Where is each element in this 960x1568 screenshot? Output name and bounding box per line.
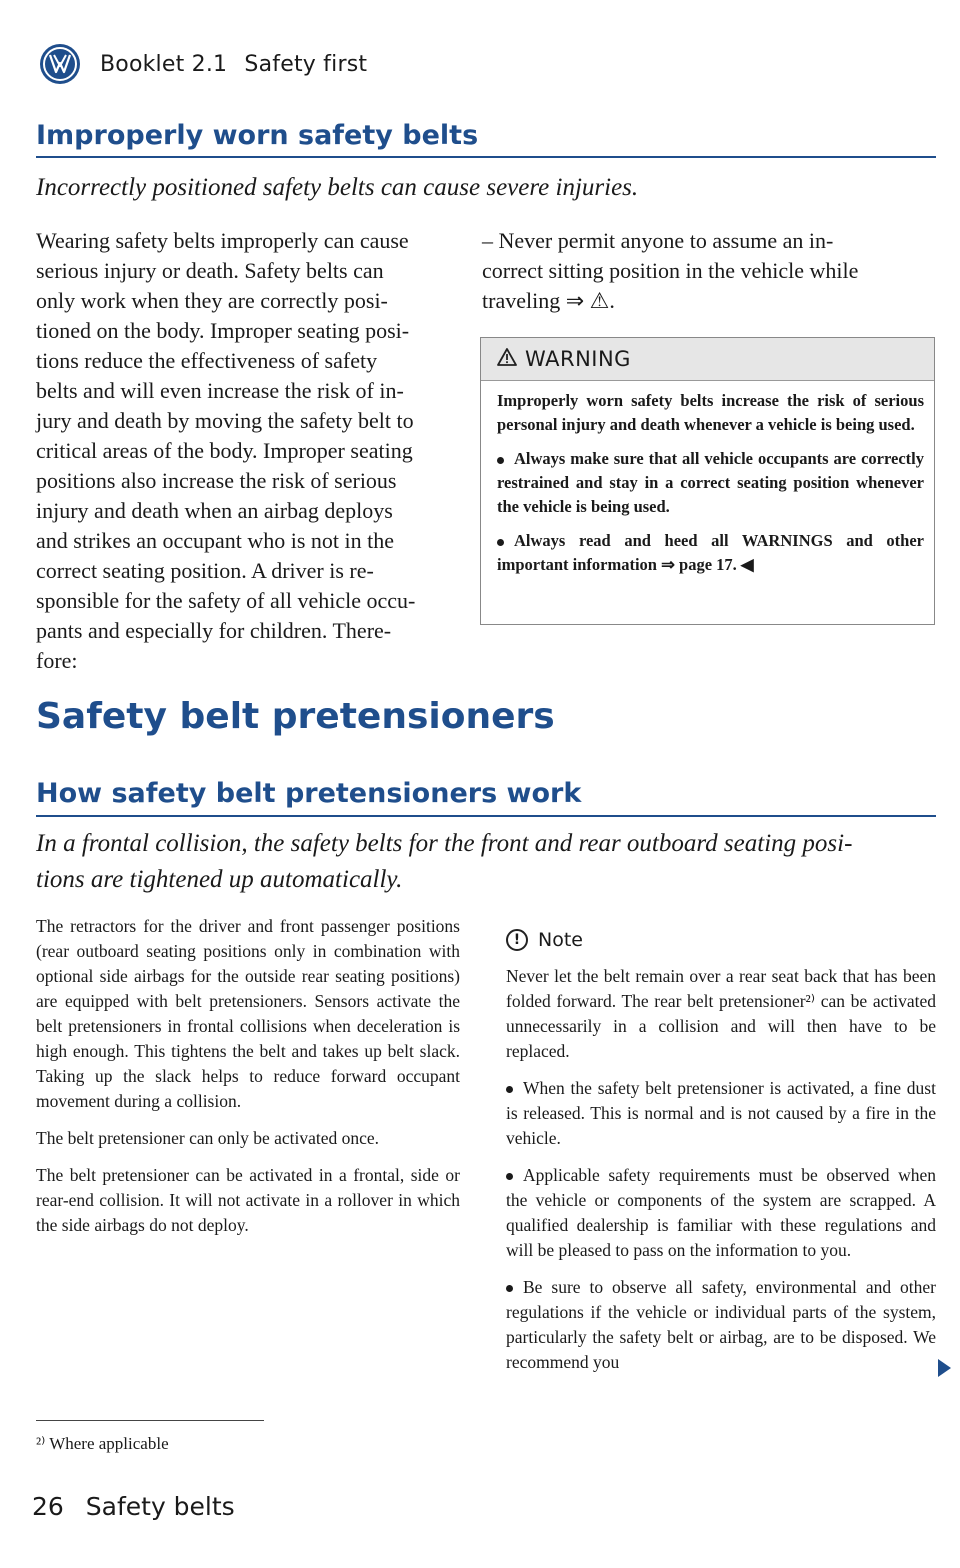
- warning-box: [480, 337, 935, 625]
- body-line: injury and death when an airbag deploys: [36, 498, 393, 523]
- body-line: jury and death by moving the safety belt to: [36, 408, 414, 433]
- note-bullet: [506, 1163, 936, 1263]
- vw-logo-icon: [40, 44, 80, 84]
- warning-bullet-text: Always make sure that all vehicle occupants are correctly restrained and stay in a correct seating position whenever the vehicle is being used.: [497, 449, 924, 516]
- warning-title: WARNING: [525, 347, 631, 371]
- bullet-dot: [497, 457, 504, 464]
- body-line: fore:: [36, 648, 78, 673]
- page-number: 26: [32, 1492, 64, 1521]
- note-body: [506, 964, 936, 1387]
- bullet-dot: [497, 539, 504, 546]
- note-bullet-text: Applicable safety requirements must be observed when the vehicle or components of the system are scrapped. A qualified dealership is familiar with these regulations and will be pleased to pass on the information to you.: [506, 1165, 936, 1260]
- booklet-header: [100, 52, 377, 77]
- step-line: traveling ⇒ ⚠.: [482, 288, 615, 313]
- note-info-icon: !: [506, 929, 528, 951]
- intro-line: tions are tightened up automatically.: [36, 866, 403, 893]
- section-heading-improper-belts: Improperly worn safety belts: [36, 120, 479, 151]
- bullet-dot: [506, 1285, 513, 1292]
- section-label: Safety first: [244, 52, 368, 77]
- paragraph: The retractors for the driver and front passenger positions (rear outboard seating positions only in combination with optional side airbags for the outside rear seating positions) are equipped with belt pretensioners. Sensors activate the belt pretensioners in frontal collisions when deceleration is high enough. This tightens the belt and takes up belt slack. Taking up the slack helps to reduce forward occupant movement during a collision.: [36, 916, 460, 1111]
- body-line: tions reduce the effectiveness of safety: [36, 348, 378, 373]
- paragraph: The belt pretensioner can only be activated once.: [36, 1128, 380, 1148]
- footnote-rule: [36, 1420, 264, 1421]
- warning-bullet: [497, 529, 924, 577]
- section1-step: [482, 226, 934, 316]
- body-line: Wearing safety belts improperly can cause: [36, 228, 409, 253]
- body-line: positions also increase the risk of serious: [36, 468, 397, 493]
- note-bullet-text: When the safety belt pretensioner is activated, a fine dust is released. This is normal and is not caused by a fire in the vehicle.: [506, 1078, 936, 1148]
- body-line: sponsible for the safety of all vehicle occu-: [36, 588, 416, 613]
- chapter-name: Safety belts: [85, 1492, 235, 1521]
- warning-header: [481, 338, 934, 381]
- body-line: correct seating position. A driver is re-: [36, 558, 374, 583]
- paragraph: The belt pretensioner can be activated in a frontal, side or rear-end collision. It will not activate in a rollover in which the side airbags do not deploy.: [36, 1165, 460, 1235]
- warning-triangle-icon: [497, 347, 517, 371]
- warning-lead: Improperly worn safety belts increase the risk of serious personal injury and death whenever a vehicle is being used.: [497, 391, 924, 434]
- note-bullet-text: Be sure to observe all safety, environmental and other regulations if the vehicle or individual parts of the system, particularly the safety belt or airbag, are to be disposed. We recommend you: [506, 1277, 936, 1372]
- note-title: Note: [538, 929, 583, 951]
- note-lead: Never let the belt remain over a rear seat back that has been folded forward. The rear belt pretensioner²⁾ can be activated unnecessarily in a collision and will then have to be replaced.: [506, 966, 936, 1061]
- warning-body: [481, 381, 934, 577]
- body-line: critical areas of the body. Improper seating: [36, 438, 413, 463]
- body-line: and strikes an occupant who is not in the: [36, 528, 395, 553]
- body-line: belts and will even increase the risk of in-: [36, 378, 404, 403]
- body-line: tioned on the body. Improper seating posi-: [36, 318, 410, 343]
- intro-line: In a frontal collision, the safety belts for the front and rear outboard seating posi-: [36, 830, 853, 857]
- section2-left-column: [36, 914, 460, 1250]
- warning-bullet: [497, 447, 924, 519]
- note-bullet: [506, 1275, 936, 1375]
- section-intro: Incorrectly positioned safety belts can cause severe injuries.: [36, 174, 639, 201]
- note-header: [506, 929, 583, 951]
- body-line: only work when they are correctly posi-: [36, 288, 388, 313]
- chapter-heading-pretensioners: Safety belt pretensioners: [36, 696, 555, 737]
- step-line: correct sitting position in the vehicle while: [482, 258, 859, 283]
- continue-arrow-icon: [938, 1359, 951, 1377]
- body-line: pants and especially for children. There-: [36, 618, 392, 643]
- note-bullet: [506, 1076, 936, 1151]
- body-line: serious injury or death. Safety belts can: [36, 258, 384, 283]
- footnote: ²⁾ Where applicable: [36, 1434, 169, 1453]
- section1-body: [36, 226, 466, 676]
- bullet-dot: [506, 1086, 513, 1093]
- booklet-label: Booklet 2.1: [100, 52, 228, 77]
- heading-rule: [36, 815, 936, 817]
- section-heading-how-pretensioners-work: How safety belt pretensioners work: [36, 778, 582, 809]
- section2-intro: [36, 826, 946, 898]
- step-line: – Never permit anyone to assume an in-: [482, 228, 834, 253]
- bullet-dot: [506, 1173, 513, 1180]
- page-footer: [32, 1492, 235, 1521]
- warning-bullet-text: Always read and heed all WARNINGS and other important information ⇒ page 17. ◀: [497, 531, 924, 574]
- heading-rule: [36, 156, 936, 158]
